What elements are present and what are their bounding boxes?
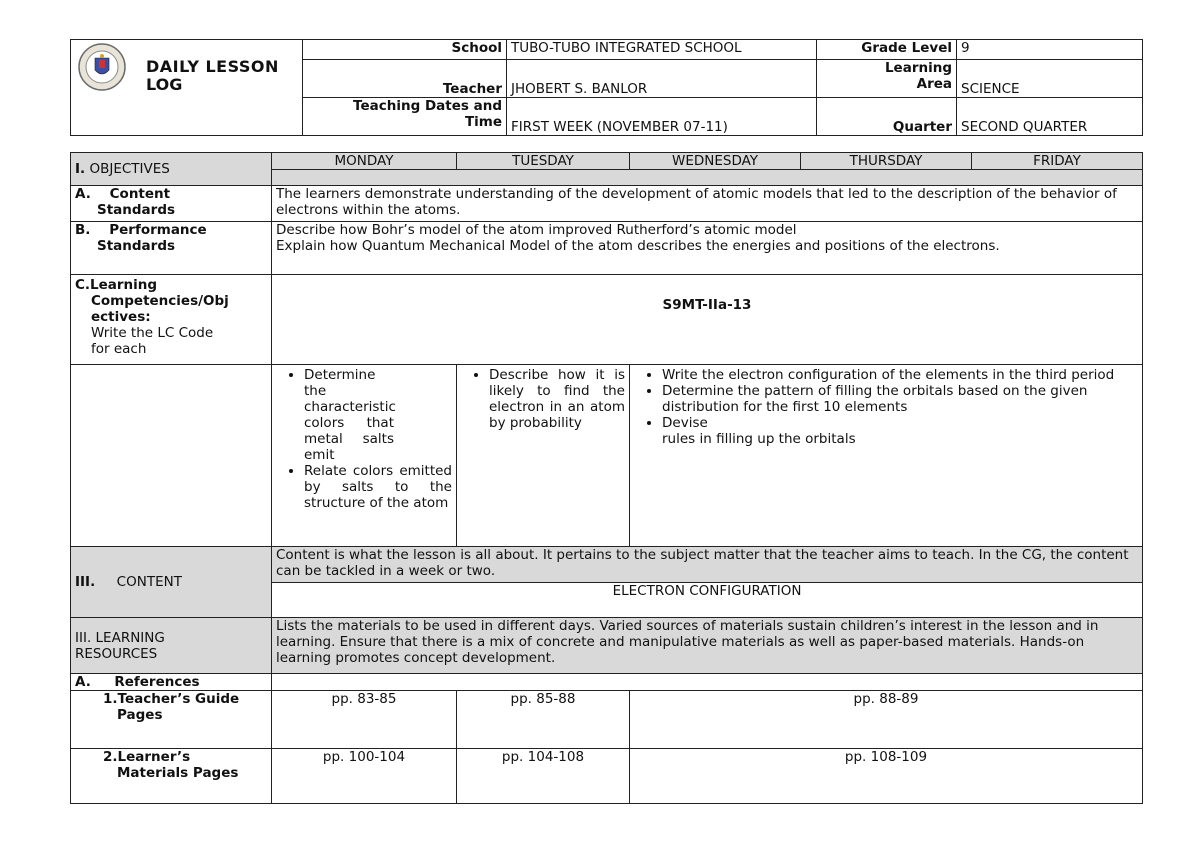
tg-label <box>71 691 272 749</box>
learning-area-label-2: Area <box>916 76 952 92</box>
tg-monday: pp. 83-85 <box>272 691 457 749</box>
grade-label: Grade Level <box>817 40 957 60</box>
competencies-label-2: Competencies/Obj <box>91 293 229 309</box>
header-table <box>70 39 1143 136</box>
day-monday: MONDAY <box>272 153 457 170</box>
performance-standards-label-1: Performance <box>109 222 207 238</box>
competencies-label <box>71 275 272 365</box>
performance-standards-text <box>272 222 1143 275</box>
competencies-note-1: Write the LC Code <box>91 325 214 341</box>
dates-label-1: Teaching Dates and <box>353 98 502 114</box>
school-label: School <box>303 40 507 60</box>
day-tuesday: TUESDAY <box>457 153 630 170</box>
dates-value: FIRST WEEK (NOVEMBER 07-11) <box>507 98 817 136</box>
resources-label-1: III. LEARNING <box>75 629 165 646</box>
dates-label <box>303 98 507 136</box>
objectives-heading <box>71 153 272 186</box>
school-value: TUBO-TUBO INTEGRATED SCHOOL <box>507 40 817 60</box>
lm-label-2: Materials Pages <box>117 765 239 781</box>
dates-label-2: Time <box>464 114 502 130</box>
teacher-value: JHOBERT S. BANLOR <box>507 60 817 98</box>
references-num: A. <box>75 674 91 690</box>
tuesday-objectives <box>457 365 630 547</box>
lm-wed-fri: pp. 108-109 <box>630 749 1143 804</box>
references-text: References <box>114 674 200 690</box>
wed-fri-objectives <box>630 365 1143 547</box>
content-standards-label-1: Content <box>109 186 171 202</box>
day-thursday: THURSDAY <box>801 153 972 170</box>
lm-label <box>71 749 272 804</box>
tg-label-1: 1.Teacher’s Guide <box>103 691 240 707</box>
content-standards-label <box>71 186 272 222</box>
wed-fri-objective-2: • Determine the pattern of filling the orbitals based on the given distribution for the first 10 elements <box>662 383 1138 415</box>
learning-area-label <box>817 60 957 98</box>
references-label <box>71 674 272 691</box>
objectives-num: I. <box>75 161 86 177</box>
content-num: III. <box>75 574 96 590</box>
monday-objective-1: • Determine the characteristic colors that metal salts emit <box>304 367 394 463</box>
wed-fri-objective-3-tail: rules in filling up the orbitals <box>662 431 856 447</box>
document-title-line2: LOG <box>146 75 183 94</box>
references-filler <box>272 674 1143 691</box>
logo-cell <box>71 40 303 136</box>
competencies-blank <box>71 365 272 547</box>
resources-heading <box>71 618 272 674</box>
quarter-label: Quarter <box>817 98 957 136</box>
lesson-table <box>70 152 1143 804</box>
content-label: CONTENT <box>116 574 182 590</box>
content-standards-num: A. <box>75 186 91 202</box>
performance-standards-num: B. <box>75 222 91 238</box>
content-standards-label-2: Standards <box>97 202 176 218</box>
performance-standards-line1: Describe how Bohr’s model of the atom improved Rutherford’s atomic model <box>276 222 797 238</box>
document-title: DAILY LESSON <box>146 57 279 76</box>
tg-label-2: Pages <box>117 707 163 723</box>
teacher-label: Teacher <box>303 60 507 98</box>
day-wednesday: WEDNESDAY <box>630 153 801 170</box>
day-friday: FRIDAY <box>972 153 1143 170</box>
monday-objective-2: • Relate colors emitted by salts to the structure of the atom <box>304 463 452 511</box>
wed-fri-objective-1: • Write the electron configuration of the elements in the third period <box>662 367 1138 383</box>
tg-wed-fri: pp. 88-89 <box>630 691 1143 749</box>
tg-tuesday: pp. 85-88 <box>457 691 630 749</box>
content-standards-text: The learners demonstrate understanding of the development of atomic models that led to the description of the behavior of electrons within the atoms. <box>272 186 1143 222</box>
lc-code: S9MT-IIa-13 <box>272 275 1143 365</box>
competencies-label-1: C.Learning <box>75 277 158 293</box>
grade-value: 9 <box>957 40 1143 60</box>
resources-label-2: RESOURCES <box>75 645 158 662</box>
objectives-filler <box>272 170 1143 186</box>
content-description: Content is what the lesson is all about. It pertains to the subject matter that the teacher aims to teach. In the CG, the content can be tackled in a week or two. <box>272 547 1143 583</box>
resources-description: Lists the materials to be used in different days. Varied sources of materials sustain children’s interest in the lesson and in learning. Ensure that there is a mix of concrete and manipulative materials as well as paper-based materials. Hands-on learning promotes concept development. <box>272 618 1143 674</box>
content-topic: ELECTRON CONFIGURATION <box>272 583 1143 618</box>
objectives-label: OBJECTIVES <box>89 161 170 177</box>
tuesday-objective-1: • Describe how it is likely to find the electron in an atom by probability <box>489 367 625 431</box>
lm-label-1: 2.Learner’s <box>103 749 191 765</box>
monday-objectives <box>272 365 457 547</box>
performance-standards-label-2: Standards <box>97 238 176 254</box>
competencies-label-3: ectives: <box>91 309 151 325</box>
learning-area-label-1: Learning <box>884 60 952 76</box>
lm-monday: pp. 100-104 <box>272 749 457 804</box>
competencies-note-2: for each <box>91 341 147 357</box>
performance-standards-line2: Explain how Quantum Mechanical Model of the atom describes the energies and positions of the electrons. <box>276 238 1000 254</box>
quarter-value: SECOND QUARTER <box>957 98 1143 136</box>
performance-standards-label <box>71 222 272 275</box>
lm-tuesday: pp. 104-108 <box>457 749 630 804</box>
deped-seal-icon <box>77 42 127 92</box>
learning-area-value: SCIENCE <box>957 60 1143 98</box>
content-heading <box>71 547 272 618</box>
wed-fri-objective-3: • Devise <box>662 415 1138 431</box>
